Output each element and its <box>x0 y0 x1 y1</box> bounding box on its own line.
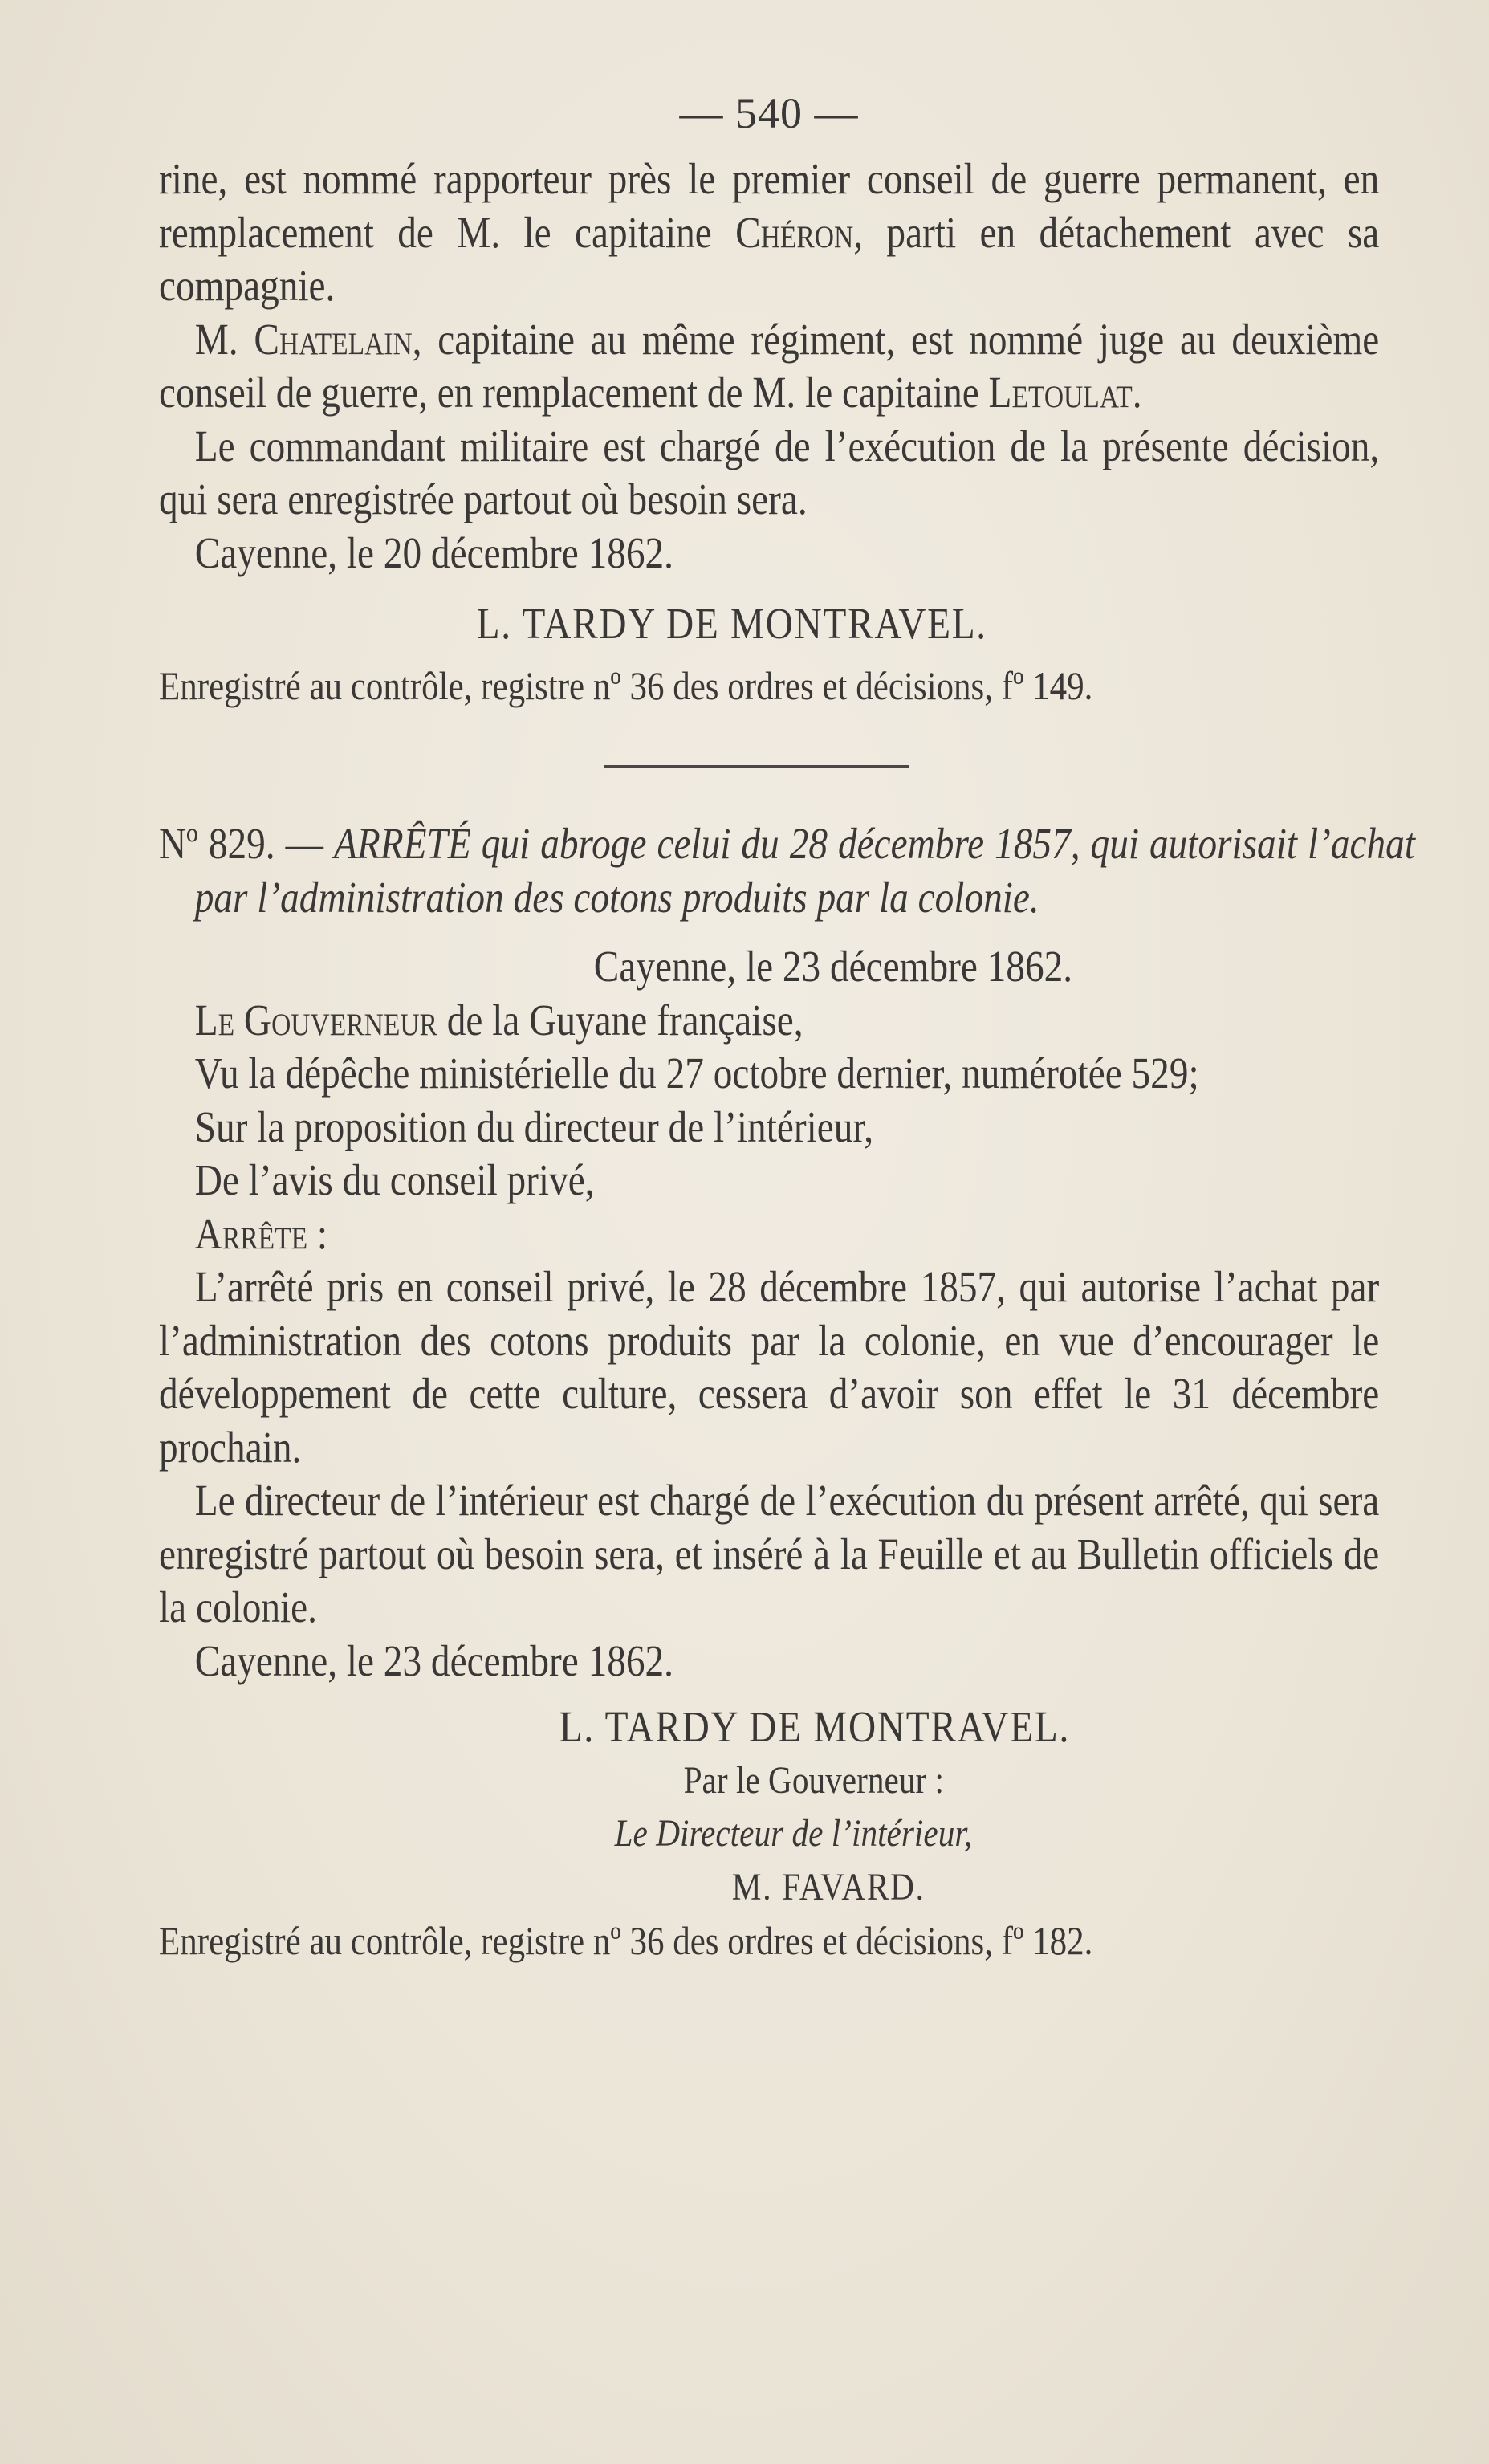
para-2c-text: . <box>1132 368 1142 417</box>
name-chatelain: Chatelain <box>254 314 413 364</box>
paragraph-chatelain <box>159 313 1379 420</box>
registration-2: Enregistré au contrôle, registre nº 36 des ordres et décisions, fº 182. <box>159 1918 1093 1963</box>
arrete-heading: Arrête : <box>194 1208 328 1258</box>
paragraph-rapporteur <box>159 153 1379 313</box>
directeur-title: Le Directeur de l’intérieur, <box>614 1812 973 1855</box>
date-1: Cayenne, le 20 décembre 1862. <box>194 527 674 577</box>
decree-title-word: ARRÊTÉ <box>333 819 471 868</box>
vu-paragraph: Vu la dépêche ministérielle du 27 octobre dernier, numérotée 529; <box>194 1049 1199 1098</box>
favard-signature: M. FAVARD. <box>731 1865 926 1908</box>
signature-1: L. TARDY DE MONTRAVEL. <box>476 599 987 648</box>
registration-1: Enregistré au contrôle, registre nº 36 des ordres et décisions, fº 149. <box>159 662 1093 708</box>
para-1b-text: , parti en détachement avec sa compagnie. <box>159 207 1380 310</box>
article-2: Le directeur de l’intérieur est chargé de l’exécution du présent arrêté, qui sera enregistré partout où besoin sera, et inséré à la Feuille et au Bulletin officiels de la colonie. <box>159 1476 1380 1631</box>
para-2a-text: M. <box>194 314 254 364</box>
name-letoulat: Letoulat <box>988 368 1133 417</box>
page-number: — 540 — <box>679 89 859 137</box>
date-2: Cayenne, le 23 décembre 1862. <box>593 942 1073 991</box>
signature-2: L. TARDY DE MONTRAVEL. <box>559 1702 1071 1751</box>
par-le-gouverneur: Par le Gouverneur : <box>683 1758 944 1802</box>
name-cheron: Chéron <box>735 207 854 257</box>
governor-title: Le Gouverneur <box>194 995 437 1045</box>
section-divider <box>604 765 909 768</box>
decree-title <box>159 817 1415 924</box>
text-column <box>159 88 1415 1968</box>
paragraph-execution: Le commandant militaire est chargé de l’exécution de la présente décision, qui sera enregistrée partout où besoin sera. <box>159 421 1380 523</box>
decree-number: Nº 829. — <box>159 819 334 868</box>
governor-rest: de la Guyane française, <box>437 995 803 1045</box>
date-3: Cayenne, le 23 décembre 1862. <box>194 1635 674 1685</box>
decree-title-rest: qui abroge celui du 28 décembre 1857, qui autorisait l’achat par l’administration des cotons produits par la colonie. <box>194 819 1415 922</box>
avis-paragraph: De l’avis du conseil privé, <box>194 1155 595 1204</box>
governor-line <box>159 994 1379 1048</box>
article-1: L’arrêté pris en conseil privé, le 28 décembre 1857, qui autorise l’achat par l’administration des cotons produits par la colonie, en vue d’encourager le développement de cette culture, cessera d’avoir son effet le 31 décembre prochain. <box>159 1262 1380 1472</box>
para-1-text: rine, est nommé rapporteur près le premier conseil de guerre permanent, en remplacement de M. le capitaine <box>159 154 1380 257</box>
sur-paragraph: Sur la proposition du directeur de l’intérieur, <box>194 1102 874 1151</box>
para-2b-text: , capitaine au même régiment, est nommé juge au deuxième conseil de guerre, en remplacement de M. le capitaine <box>159 314 1380 417</box>
